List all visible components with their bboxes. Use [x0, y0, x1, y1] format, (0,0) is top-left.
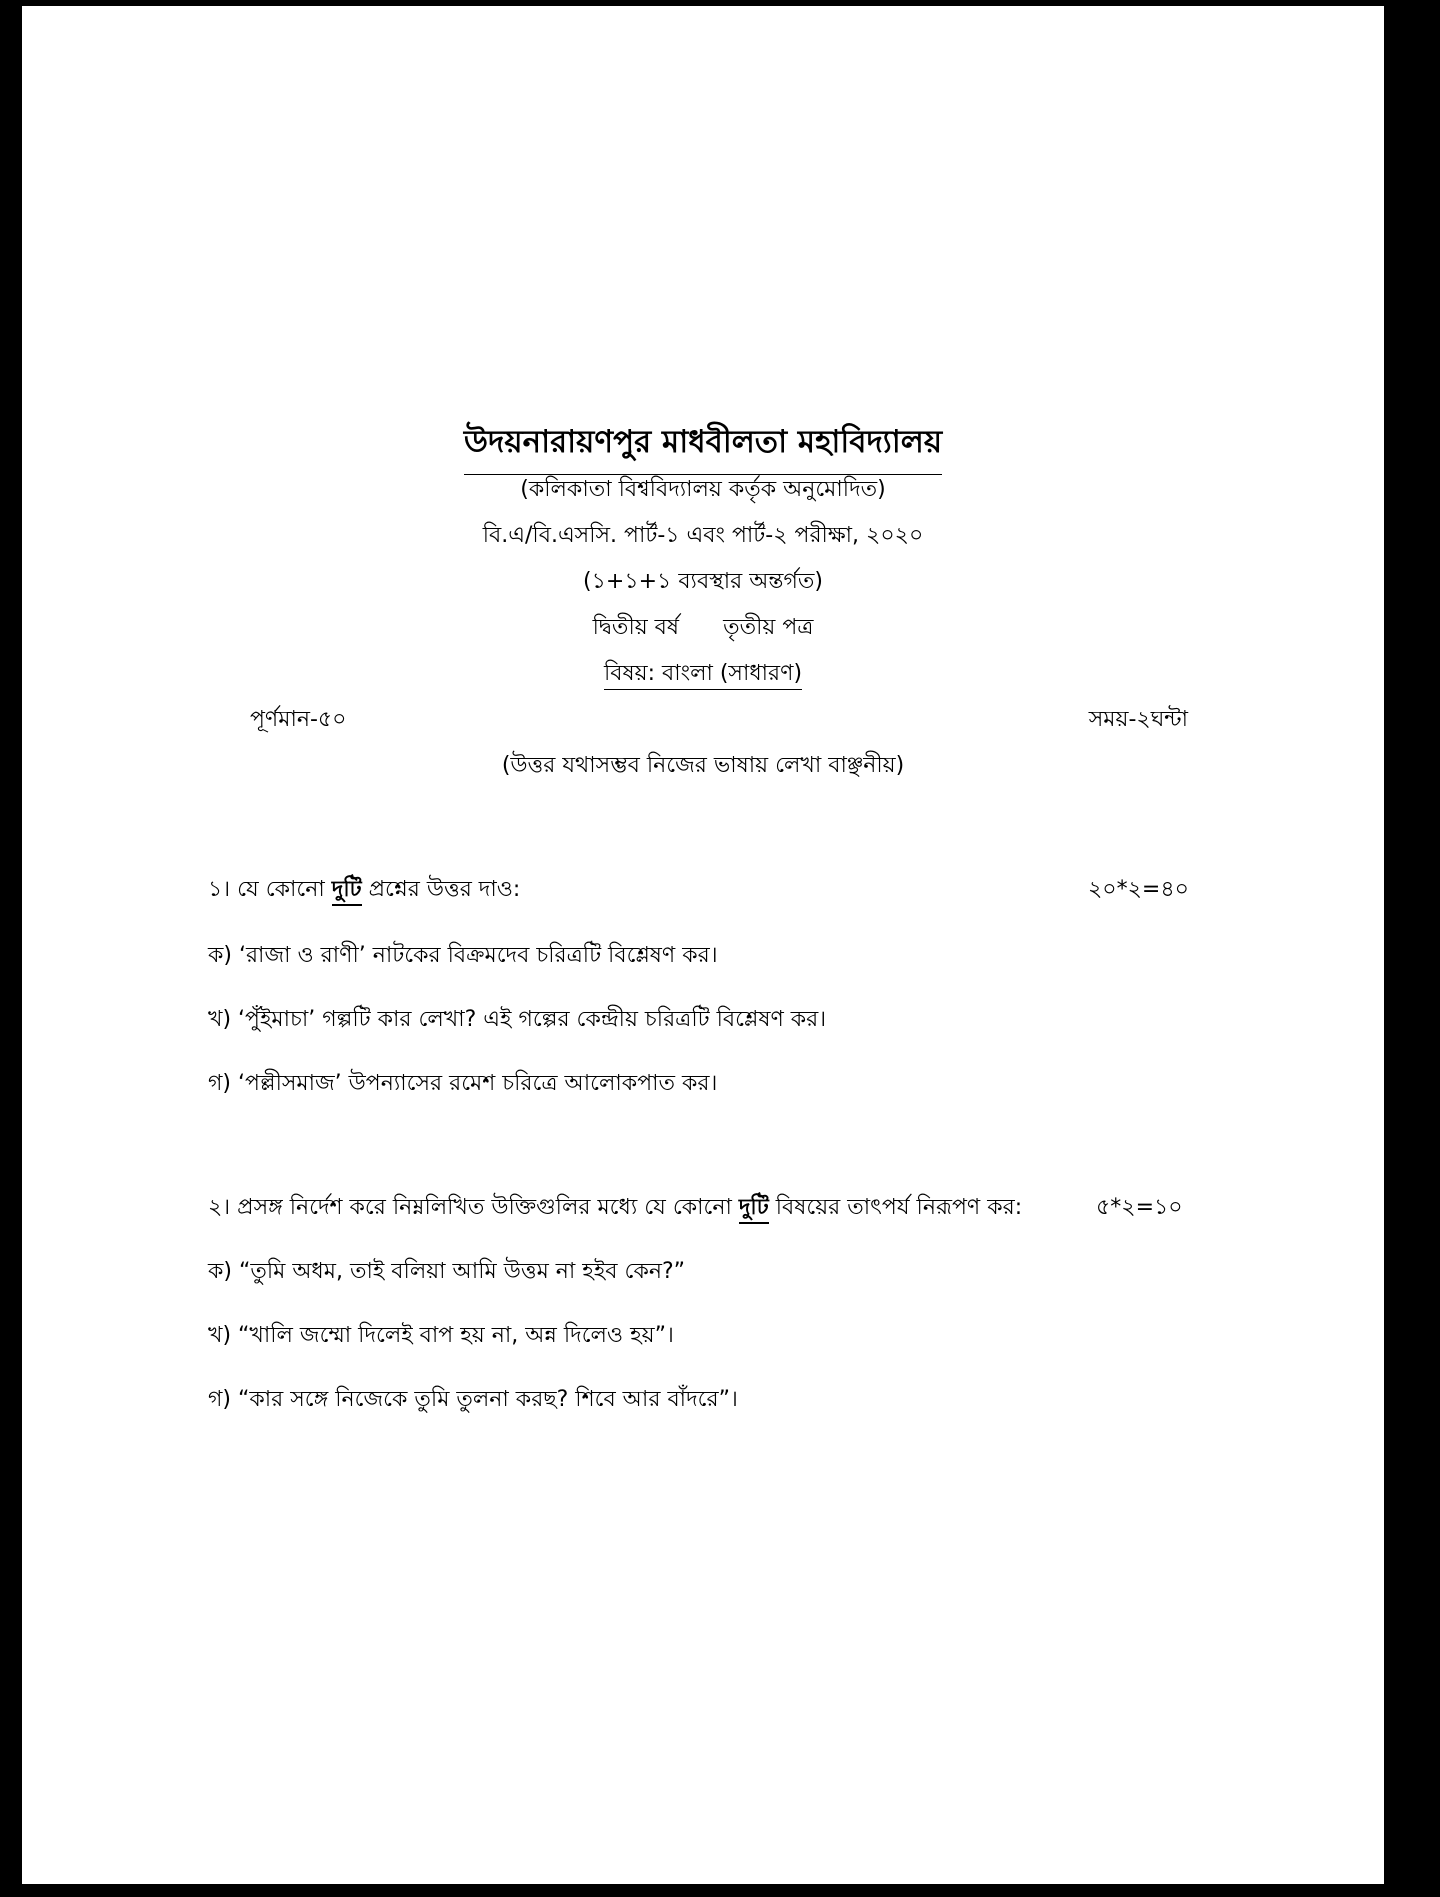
exam-line: বি.এ/বি.এসসি. পার্ট-১ এবং পার্ট-২ পরীক্ষা, ২০২০ — [482, 523, 924, 548]
question-2-marks: ৫*২=১০ — [1096, 1195, 1183, 1220]
question-2-item: গ) “কার সঙ্গে নিজেকে তুমি তুলনা করছ? শিবে আর বাঁদরে”। — [208, 1387, 738, 1412]
time-allowed: সময়-২ঘন্টা — [1088, 707, 1188, 732]
question-2-item: ক) “তুমি অধম, তাই বলিয়া আমি উত্তম না হইব কেন?” — [208, 1259, 686, 1284]
question-2-item: খ) “খালি জম্মো দিলেই বাপ হয় না, অন্ন দিলেও হয়”। — [208, 1323, 674, 1348]
paper-label: তৃতীয় পত্র — [723, 615, 814, 640]
question-1-marks: ২০*২=৪০ — [1088, 877, 1189, 902]
system-line: (১+১+১ ব্যবস্থার অন্তর্গত) — [583, 569, 823, 594]
instruction-line: (উত্তর যথাসম্ভব নিজের ভাষায় লেখা বাঞ্ছনীয়) — [501, 753, 905, 778]
college-title: উদয়নারায়ণপুর মাধবীলতা মহাবিদ্যালয় — [22, 418, 1384, 475]
question-1-item: গ) ‘পল্লীসমাজ’ উপন্যাসের রমেশ চরিত্রে আলোকপাত কর। — [208, 1071, 718, 1096]
emphasis-two: দুটি — [332, 877, 362, 906]
question-paper — [22, 6, 1384, 1884]
year-paper-line — [22, 610, 1384, 647]
full-marks: পূর্ণমান-৫০ — [250, 707, 347, 732]
question-1-item: খ) ‘পুঁইমাচা’ গল্পটি কার লেখা? এই গল্পের কেন্দ্রীয় চরিত্রটি বিশ্লেষণ কর। — [208, 1007, 827, 1032]
question-1-item: ক) ‘রাজা ও রাণী’ নাটকের বিক্রমদেব চরিত্রটি বিশ্লেষণ কর। — [208, 943, 718, 968]
affiliation-line: (কলিকাতা বিশ্ববিদ্যালয় কর্তৃক অনুমোদিত) — [520, 477, 886, 502]
year-label: দ্বিতীয় বর্ষ — [592, 615, 680, 640]
question-2-heading: ২। প্রসঙ্গ নির্দেশ করে নিম্নলিখিত উক্তিগুলির মধ্যে যে কোনো দুটি বিষয়ের তাৎপর্য নিরূপণ কর: — [208, 1190, 1022, 1227]
subject-line: বিষয়: বাংলা (সাধারণ) — [22, 656, 1384, 693]
question-1-heading: ১। যে কোনো দুটি প্রশ্নের উত্তর দাও: — [208, 872, 520, 909]
emphasis-two: দুটি — [739, 1195, 769, 1224]
